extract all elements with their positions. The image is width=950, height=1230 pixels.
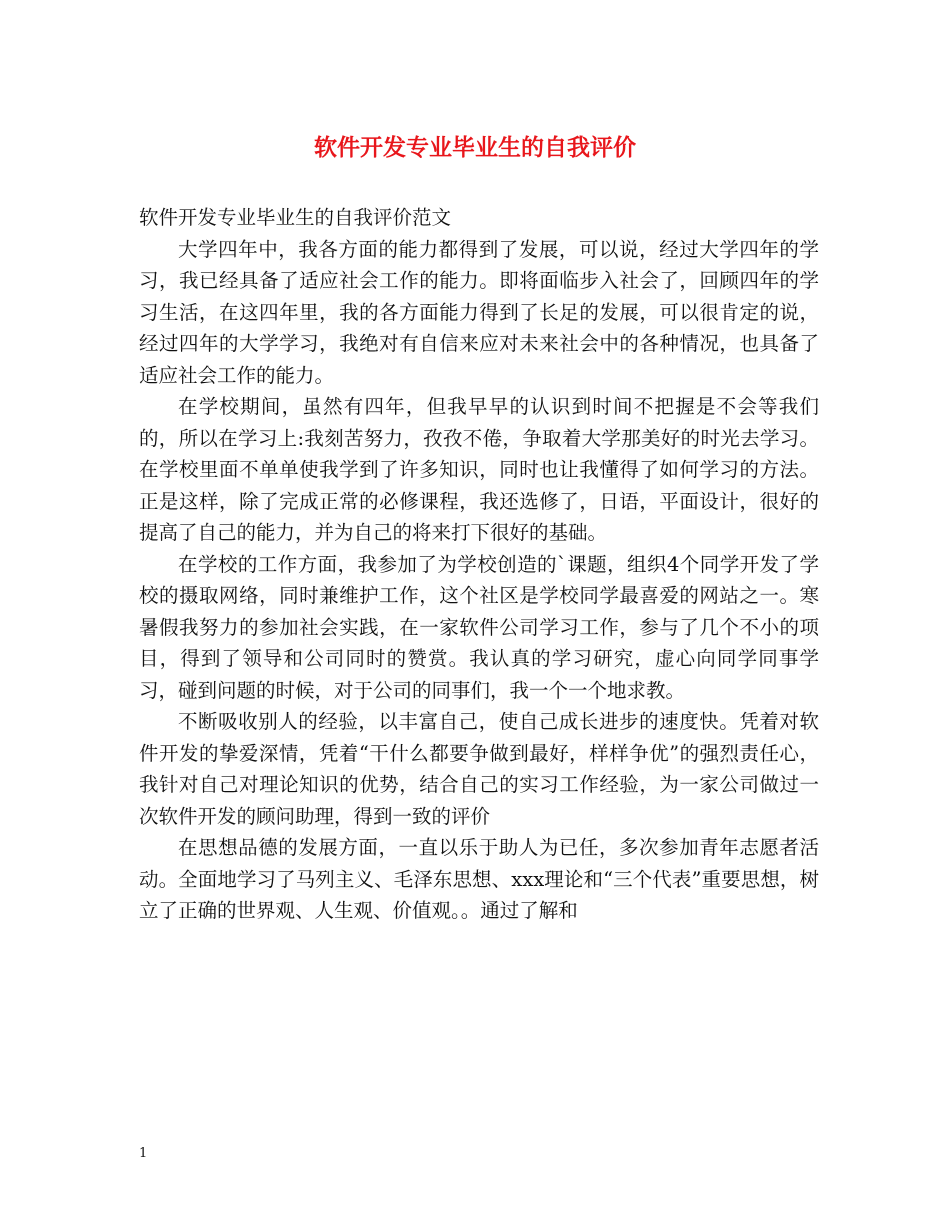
paragraph-3: 在学校的工作方面，我参加了为学校创造的`课题，组织4个同学开发了学校的摄取网络，同时兼维护工作，这个社区是学校同学最喜爱的网站之一。寒暑假我努力的参加社会实践，在一家软件公司学习工作，参与了几个不小的项目，得到了领导和公司同时的赞赏。我认真的学习研究，虚心向同学同事学习，碰到问题的时候，对于公司的同事们，我一个一个地求教。 (139, 552, 819, 702)
document-title: 软件开发专业毕业生的自我评价 (314, 134, 636, 161)
paragraph-5: 在思想品德的发展方面，一直以乐于助人为已任，多次参加青年志愿者活动。全面地学习了马列主义、毛泽东思想、xxx理论和“三个代表”重要思想，树立了正确的世界观、人生观、价值观。。通过了解和 (139, 836, 819, 922)
document-subtitle: 软件开发专业毕业生的自我评价范文 (139, 206, 452, 229)
paragraph-4: 不断吸收别人的经验，以丰富自己，使自己成长进步的速度快。凭着对软件开发的挚爱深情，凭着“干什么都要争做到最好，样样争优”的强烈责任心，我针对自己对理论知识的优势，结合自己的实习工作经验，为一家公司做过一次软件开发的顾问助理，得到一致的评价 (139, 710, 819, 828)
paragraph-2: 在学校期间，虽然有四年，但我早早的认识到时间不把握是不会等我们的，所以在学习上:我刻苦努力，孜孜不倦，争取着大学那美好的时光去学习。在学校里面不单单使我学到了许多知识，同时也让我懂得了如何学习的方法。正是这样，除了完成正常的必修课程，我还选修了，日语，平面设计，很好的提高了自己的能力，并为自己的将来打下很好的基础。 (139, 395, 819, 544)
page-number: 1 (139, 1146, 148, 1161)
document-body (139, 202, 819, 927)
paragraph-1: 大学四年中，我各方面的能力都得到了发展，可以说，经过大学四年的学习，我已经具备了适应社会工作的能力。即将面临步入社会了，回顾四年的学习生活，在这四年里，我的各方面能力得到了长足的发展，可以很肯定的说，经过四年的大学学习，我绝对有自信来应对未来社会中的各种情况，也具备了适应社会工作的能力。 (139, 237, 819, 387)
